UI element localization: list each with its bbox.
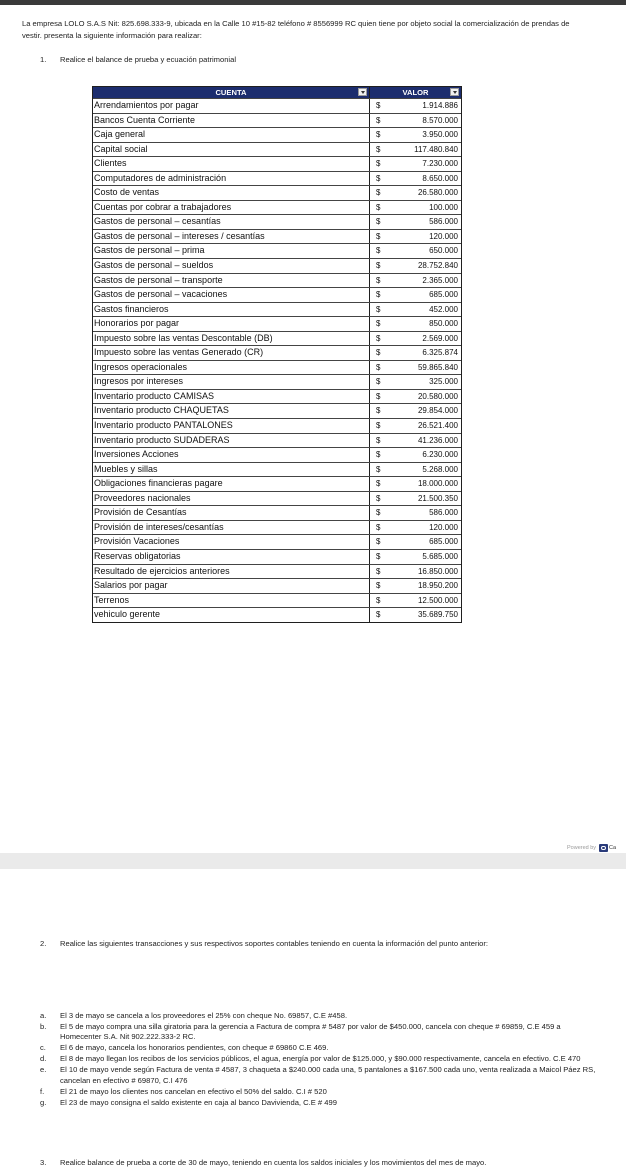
currency-sign: $ <box>376 144 381 154</box>
valor-amount: 3.950.000 <box>422 130 458 140</box>
valor-amount: 2.365.000 <box>422 275 458 285</box>
valor-amount: 41.236.000 <box>417 435 458 445</box>
valor-cell <box>370 99 461 113</box>
table-row <box>93 302 461 317</box>
valor-cell <box>370 477 461 491</box>
cuenta-cell: Clientes <box>93 157 370 171</box>
cuenta-cell: Inventario producto SUDADERAS <box>93 434 370 448</box>
table-row <box>93 389 461 404</box>
valor-cell <box>370 303 461 317</box>
valor-amount: 5.685.000 <box>422 551 458 561</box>
table-row <box>93 462 461 477</box>
list-item <box>40 1054 600 1064</box>
valor-cell <box>370 404 461 418</box>
table-row <box>93 491 461 506</box>
valor-cell <box>370 579 461 593</box>
valor-cell <box>370 492 461 506</box>
valor-amount: 35.689.750 <box>417 610 458 620</box>
table-row <box>93 258 461 273</box>
currency-sign: $ <box>376 304 381 314</box>
valor-amount: 452.000 <box>429 304 458 314</box>
currency-sign: $ <box>376 319 381 329</box>
table-row <box>93 98 461 113</box>
table-row <box>93 607 461 622</box>
valor-cell <box>370 506 461 520</box>
valor-cell <box>370 317 461 331</box>
valor-amount: 6.325.874 <box>422 348 458 358</box>
currency-sign: $ <box>376 231 381 241</box>
cuenta-cell: Obligaciones financieras pagare <box>93 477 370 491</box>
currency-sign: $ <box>376 508 381 518</box>
valor-amount: 685.000 <box>429 290 458 300</box>
instruction-3-number: 3. <box>40 1158 47 1167</box>
currency-sign: $ <box>376 377 381 387</box>
valor-cell <box>370 288 461 302</box>
table-row <box>93 316 461 331</box>
valor-cell <box>370 565 461 579</box>
table-row <box>93 360 461 375</box>
cuenta-cell: Gastos de personal – transporte <box>93 274 370 288</box>
list-item-text: El 3 de mayo se cancela a los proveedores el 25% con cheque No. 69857, C.E #458. <box>60 1011 348 1020</box>
cuenta-cell: Provisión de Cesantías <box>93 506 370 520</box>
cuenta-cell: Cuentas por cobrar a trabajadores <box>93 201 370 215</box>
instruction-3-text: Realice balance de prueba a corte de 30 de mayo, teniendo en cuenta los saldos iniciales y los movimientos del mes de mayo. <box>60 1158 487 1167</box>
table-body <box>93 98 461 622</box>
cuenta-cell: Gastos financieros <box>93 303 370 317</box>
table-row <box>93 433 461 448</box>
currency-sign: $ <box>376 217 381 227</box>
valor-amount: 16.850.000 <box>417 566 458 576</box>
table-row <box>93 549 461 564</box>
currency-sign: $ <box>376 290 381 300</box>
page-separator <box>0 853 626 869</box>
document-page-2 <box>0 869 626 1173</box>
table-row <box>93 331 461 346</box>
cuenta-cell: Gastos de personal – intereses / cesantías <box>93 230 370 244</box>
header-valor <box>370 87 461 98</box>
cuenta-cell: Provisión Vacaciones <box>93 535 370 549</box>
cuenta-cell: Gastos de personal – vacaciones <box>93 288 370 302</box>
list-item-text: El 10 de mayo vende según Factura de venta # 4587, 3 chaqueta a $240.000 cada una, 5 pantalones a $167.500 cada uno, venta realizada a Maicol Páez RS, cancelan en efectivo # 69870, C.I 476 <box>60 1065 596 1085</box>
valor-cell <box>370 521 461 535</box>
valor-amount: 120.000 <box>429 231 458 241</box>
cuenta-cell: Computadores de administración <box>93 172 370 186</box>
valor-amount: 586.000 <box>429 217 458 227</box>
valor-amount: 6.230.000 <box>422 450 458 460</box>
currency-sign: $ <box>376 537 381 547</box>
cuenta-cell: Resultado de ejercicios anteriores <box>93 565 370 579</box>
currency-sign: $ <box>376 435 381 445</box>
table-row <box>93 520 461 535</box>
table-row <box>93 505 461 520</box>
cuenta-cell: Ingresos operacionales <box>93 361 370 375</box>
valor-amount: 650.000 <box>429 246 458 256</box>
powered-by <box>567 844 616 852</box>
valor-cell <box>370 448 461 462</box>
cuenta-cell: vehiculo gerente <box>93 608 370 622</box>
valor-amount: 5.268.000 <box>422 464 458 474</box>
valor-amount: 1.914.886 <box>422 101 458 110</box>
table-row <box>93 214 461 229</box>
header-valor-label: VALOR <box>402 88 429 97</box>
valor-amount: 26.580.000 <box>417 188 458 198</box>
valor-amount: 7.230.000 <box>422 159 458 169</box>
valor-amount: 325.000 <box>429 377 458 387</box>
table-row <box>93 564 461 579</box>
valor-amount: 117.480.840 <box>414 144 458 154</box>
currency-sign: $ <box>376 610 381 620</box>
currency-sign: $ <box>376 188 381 198</box>
list-item <box>40 1043 600 1053</box>
powered-by-text: Powered by <box>567 845 597 851</box>
instruction-2-number: 2. <box>40 939 47 948</box>
valor-amount: 26.521.400 <box>417 421 458 431</box>
valor-cell <box>370 375 461 389</box>
table-row <box>93 229 461 244</box>
cuenta-cell: Salarios por pagar <box>93 579 370 593</box>
valor-amount: 12.500.000 <box>417 595 458 605</box>
currency-sign: $ <box>376 566 381 576</box>
currency-sign: $ <box>376 261 381 271</box>
instruction-1-text: Realice el balance de prueba y ecuación patrimonial <box>60 55 237 64</box>
valor-cell <box>370 332 461 346</box>
valor-cell <box>370 128 461 142</box>
table-row <box>93 185 461 200</box>
cuenta-cell: Gastos de personal – cesantías <box>93 215 370 229</box>
cuenta-cell: Bancos Cuenta Corriente <box>93 114 370 128</box>
table-row <box>93 273 461 288</box>
currency-sign: $ <box>376 522 381 532</box>
instruction-2-text: Realice las siguientes transacciones y sus respectivos soportes contables teniendo en cuenta la información del punto anterior: <box>60 939 489 948</box>
cuenta-cell: Capital social <box>93 143 370 157</box>
cuenta-cell: Ingresos por intereses <box>93 375 370 389</box>
list-item <box>40 1022 600 1043</box>
transactions-list <box>40 1011 600 1109</box>
list-item-letter: c. <box>40 1043 46 1053</box>
currency-sign: $ <box>376 275 381 285</box>
valor-amount: 20.580.000 <box>417 391 458 401</box>
valor-amount: 29.854.000 <box>417 406 458 416</box>
valor-amount: 685.000 <box>429 537 458 547</box>
list-item <box>40 1065 600 1086</box>
cuenta-cell: Impuesto sobre las ventas Generado (CR) <box>93 346 370 360</box>
cuenta-cell: Reservas obligatorias <box>93 550 370 564</box>
valor-cell <box>370 114 461 128</box>
list-item-text: El 8 de mayo llegan los recibos de los servicios públicos, el agua, energía por valor de $125.000, y $90.000 respectivamente, cancela en efectivo. C.E 470 <box>60 1054 581 1064</box>
valor-cell <box>370 259 461 273</box>
header-cuenta-label: CUENTA <box>215 88 247 97</box>
currency-sign: $ <box>376 202 381 212</box>
valor-cell <box>370 463 461 477</box>
valor-cell <box>370 361 461 375</box>
cuenta-cell: Inventario producto CHAQUETAS <box>93 404 370 418</box>
table-row <box>93 243 461 258</box>
table-row <box>93 127 461 142</box>
list-item <box>40 1087 600 1097</box>
valor-cell <box>370 201 461 215</box>
valor-amount: 18.950.200 <box>417 581 458 591</box>
valor-cell <box>370 608 461 622</box>
cuenta-cell: Gastos de personal – prima <box>93 244 370 258</box>
currency-sign: $ <box>376 450 381 460</box>
currency-sign: $ <box>376 464 381 474</box>
valor-cell <box>370 390 461 404</box>
cuenta-cell: Inventario producto CAMISAS <box>93 390 370 404</box>
cuenta-cell: Inversiones Acciones <box>93 448 370 462</box>
table-row <box>93 593 461 608</box>
list-item-text: El 5 de mayo compra una silla giratoria para la gerencia a Factura de compra # 5487 por valor de $450.000, cancela con cheque # 69859, C.E 459 a Homecenter S.A. Nit 902.222.333-2 RC. <box>60 1022 561 1042</box>
table-row <box>93 142 461 157</box>
currency-sign: $ <box>376 362 381 372</box>
currency-sign: $ <box>376 581 381 591</box>
cuenta-cell: Terrenos <box>93 594 370 608</box>
valor-amount: 2.569.000 <box>422 333 458 343</box>
currency-sign: $ <box>376 348 381 358</box>
valor-amount: 586.000 <box>429 508 458 518</box>
list-item-letter: e. <box>40 1065 47 1075</box>
valor-cell <box>370 274 461 288</box>
currency-sign: $ <box>376 595 381 605</box>
currency-sign: $ <box>376 391 381 401</box>
valor-cell <box>370 550 461 564</box>
list-item-text: El 23 de mayo consigna el saldo existente en caja al banco Davivienda, C.E # 499 <box>60 1097 337 1107</box>
valor-amount: 8.650.000 <box>422 173 458 183</box>
list-item-letter: g. <box>40 1097 47 1107</box>
filter-dropdown-icon[interactable] <box>358 88 367 96</box>
valor-amount: 28.752.840 <box>417 261 458 271</box>
table-row <box>93 171 461 186</box>
valor-cell <box>370 535 461 549</box>
brand-name-partial: Ca <box>609 845 617 851</box>
valor-amount: 100.000 <box>429 202 458 212</box>
list-item-letter: f. <box>40 1086 45 1096</box>
cuenta-cell: Muebles y sillas <box>93 463 370 477</box>
currency-sign: $ <box>376 479 381 489</box>
currency-sign: $ <box>376 421 381 431</box>
currency-sign: $ <box>376 101 381 110</box>
valor-cell <box>370 143 461 157</box>
currency-sign: $ <box>376 493 381 503</box>
table-row <box>93 345 461 360</box>
currency-sign: $ <box>376 130 381 140</box>
instruction-2 <box>40 939 488 948</box>
table-row <box>93 287 461 302</box>
cuenta-cell: Impuesto sobre las ventas Descontable (DB) <box>93 332 370 346</box>
valor-amount: 8.570.000 <box>422 115 458 125</box>
cuenta-cell: Costo de ventas <box>93 186 370 200</box>
valor-cell <box>370 157 461 171</box>
valor-amount: 18.000.000 <box>417 479 458 489</box>
currency-sign: $ <box>376 115 381 125</box>
valor-cell <box>370 594 461 608</box>
cuenta-cell: Inventario producto PANTALONES <box>93 419 370 433</box>
valor-amount: 21.500.350 <box>417 493 458 503</box>
intro-paragraph: La empresa LOLO S.A.S Nit: 825.698.333-9, ubicada en la Calle 10 #15-82 teléfono # 8556999 RC quien tiene por objeto social la comercialización de prendas de vestir. presenta la siguiente información para realizar: <box>22 19 570 40</box>
table-row <box>93 476 461 491</box>
currency-sign: $ <box>376 173 381 183</box>
document-page-1 <box>0 5 626 853</box>
cuenta-cell: Proveedores nacionales <box>93 492 370 506</box>
cuenta-cell: Honorarios por pagar <box>93 317 370 331</box>
cuenta-cell: Caja general <box>93 128 370 142</box>
cuenta-cell: Arrendamientos por pagar <box>93 99 370 113</box>
table-row <box>93 578 461 593</box>
list-item-letter: b. <box>40 1022 47 1031</box>
table-header <box>93 87 461 98</box>
currency-sign: $ <box>376 551 381 561</box>
list-item <box>40 1011 600 1021</box>
valor-cell <box>370 419 461 433</box>
brand-logo-icon <box>599 844 608 852</box>
table-row <box>93 447 461 462</box>
table-row <box>93 534 461 549</box>
list-item-text: El 6 de mayo, cancela los honorarios pendientes, con cheque # 69860 C.E 469. <box>60 1043 329 1053</box>
table-row <box>93 113 461 128</box>
valor-cell <box>370 230 461 244</box>
valor-amount: 120.000 <box>429 522 458 532</box>
valor-cell <box>370 244 461 258</box>
list-item-text: El 21 de mayo los clientes nos cancelan en efectivo el 50% del saldo. C.I # 520 <box>60 1086 327 1096</box>
currency-sign: $ <box>376 246 381 256</box>
table-row <box>93 403 461 418</box>
list-item <box>40 1098 600 1108</box>
table-row <box>93 374 461 389</box>
valor-cell <box>370 186 461 200</box>
currency-sign: $ <box>376 333 381 343</box>
instruction-1 <box>40 55 236 64</box>
header-cuenta <box>93 87 370 98</box>
cuenta-cell: Gastos de personal – sueldos <box>93 259 370 273</box>
valor-cell <box>370 434 461 448</box>
valor-cell <box>370 215 461 229</box>
valor-cell <box>370 346 461 360</box>
currency-sign: $ <box>376 159 381 169</box>
cuenta-cell: Provisión de intereses/cesantías <box>93 521 370 535</box>
table-row <box>93 200 461 215</box>
valor-amount: 850.000 <box>429 319 458 329</box>
list-item-letter: a. <box>40 1011 47 1020</box>
accounts-table <box>92 86 462 623</box>
table-row <box>93 156 461 171</box>
instruction-3 <box>40 1158 486 1167</box>
instruction-1-number: 1. <box>40 55 47 64</box>
valor-amount: 59.865.840 <box>417 362 458 372</box>
filter-dropdown-icon[interactable] <box>450 88 459 96</box>
list-item-letter: d. <box>40 1054 47 1064</box>
currency-sign: $ <box>376 406 381 416</box>
valor-cell <box>370 172 461 186</box>
table-row <box>93 418 461 433</box>
